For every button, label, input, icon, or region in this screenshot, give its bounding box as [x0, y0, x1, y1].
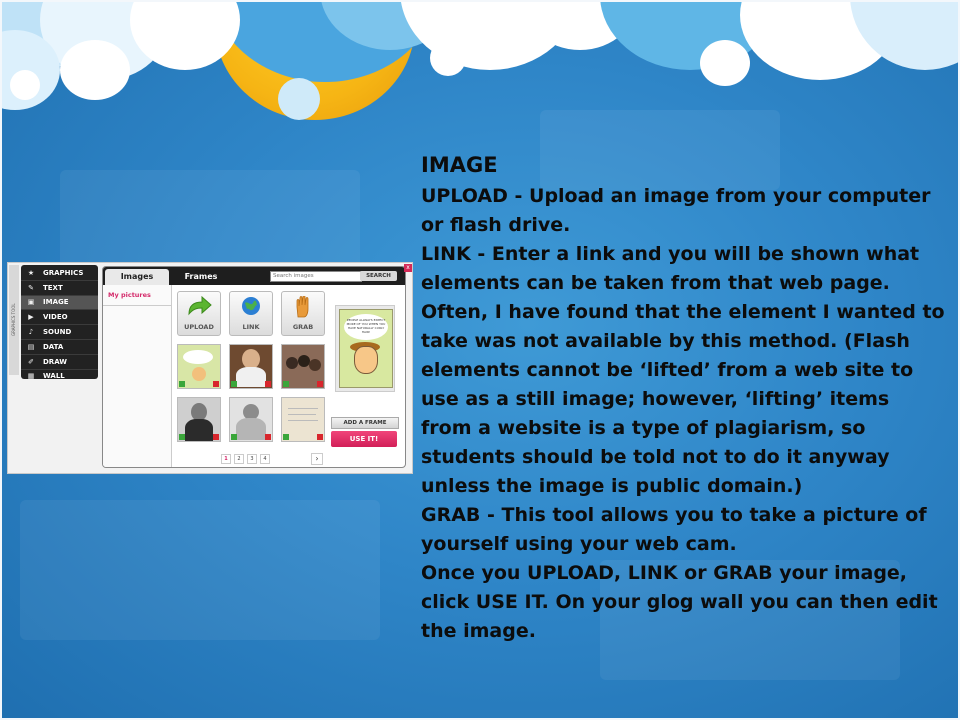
- green-arrow-icon: [178, 296, 220, 320]
- link-button[interactable]: [229, 291, 273, 336]
- pencil-icon: ✎: [28, 283, 34, 292]
- tab-frames[interactable]: Frames: [184, 272, 218, 281]
- menu-item-video[interactable]: [21, 310, 98, 325]
- use-it-button[interactable]: USE IT!: [331, 431, 397, 447]
- menu-label: WALL: [43, 372, 65, 381]
- menu-item-sound[interactable]: [21, 325, 98, 340]
- search-input[interactable]: [270, 271, 362, 282]
- grab-label: GRAB: [292, 323, 314, 331]
- graphics-menu: [21, 265, 98, 379]
- image-tool-screenshot: [7, 262, 413, 474]
- tab-images[interactable]: Images: [105, 269, 169, 285]
- search-button[interactable]: SEARCH: [360, 271, 397, 281]
- menu-label: IMAGE: [43, 298, 69, 307]
- upload-button[interactable]: [177, 291, 221, 336]
- menu-label: DATA: [43, 342, 64, 351]
- menu-item-data[interactable]: [21, 340, 98, 355]
- menu-item-image[interactable]: [21, 296, 98, 311]
- side-label: GRAPHICS TOOL: [9, 265, 19, 375]
- page-2[interactable]: 2: [234, 454, 244, 464]
- comic-preview-image: [339, 309, 393, 388]
- globe-icon: [230, 296, 272, 320]
- close-icon[interactable]: x: [404, 264, 412, 272]
- menu-label: DRAW: [43, 357, 68, 366]
- slide-text: [421, 148, 946, 646]
- menu-item-graphics[interactable]: [21, 266, 98, 281]
- next-page-icon[interactable]: ›: [311, 453, 323, 465]
- grab-paragraph: GRAB - This tool allows you to take a picture of yourself using your web cam.: [421, 504, 927, 555]
- menu-item-draw[interactable]: [21, 355, 98, 370]
- comic-caption: PEOPLE ALLWAYS EXPECT MORE OF YOU WHEN YOU HAVE NATURALLY CURLY HAIR!: [344, 314, 388, 340]
- wall-icon: ▦: [27, 372, 35, 381]
- image-thumbnail[interactable]: [177, 344, 221, 389]
- menu-label: SOUND: [43, 328, 72, 337]
- upload-label: UPLOAD: [184, 323, 214, 331]
- menu-item-text[interactable]: [21, 281, 98, 296]
- menu-label: GRAPHICS: [43, 268, 84, 277]
- image-icon: ▣: [27, 298, 35, 307]
- slide-heading: IMAGE: [421, 153, 498, 177]
- menu-label: TEXT: [43, 283, 63, 292]
- page-1[interactable]: 1: [221, 454, 231, 464]
- picture-folders: [103, 285, 172, 467]
- brush-icon: ✐: [28, 357, 34, 366]
- bg-panel: [20, 500, 380, 640]
- page-3[interactable]: 3: [247, 454, 257, 464]
- speaker-icon: ♪: [28, 328, 34, 337]
- grab-button[interactable]: [281, 291, 325, 336]
- image-panel: [102, 266, 406, 468]
- link-label: LINK: [242, 323, 260, 331]
- document-icon: ▤: [27, 342, 35, 351]
- page-4[interactable]: 4: [260, 454, 270, 464]
- image-preview: [335, 305, 395, 392]
- menu-item-wall[interactable]: [21, 370, 98, 384]
- image-thumbnail[interactable]: [281, 397, 325, 442]
- image-thumbnail[interactable]: [229, 344, 273, 389]
- menu-label: VIDEO: [43, 313, 68, 322]
- star-icon: ★: [27, 268, 35, 277]
- upload-paragraph: UPLOAD - Upload an image from your computer or flash drive.: [421, 185, 931, 236]
- image-thumbnail[interactable]: [177, 397, 221, 442]
- video-icon: ▶: [28, 313, 34, 322]
- image-thumbnail[interactable]: [281, 344, 325, 389]
- hand-icon: [282, 296, 324, 322]
- use-it-paragraph: Once you UPLOAD, LINK or GRAB your image, click USE IT. On your glog wall you can then edit the image.: [421, 562, 938, 642]
- pagination: [221, 454, 270, 463]
- link-paragraph: LINK - Enter a link and you will be shown what elements can be taken from that web page. Often, I have found that the element I wanted to take was not available by this method. (Flash elements cannot be ‘lifted’ from a web site to use as a still image; however, ‘lifting’ items from a website is a type of plagiarism, so students should be told not to do it anyway unless the image is public domain.): [421, 243, 945, 497]
- image-thumbnail[interactable]: [229, 397, 273, 442]
- add-frame-button[interactable]: ADD A FRAME: [331, 417, 399, 429]
- tab-bar: [103, 267, 405, 285]
- my-pictures-link[interactable]: My pictures: [103, 285, 171, 306]
